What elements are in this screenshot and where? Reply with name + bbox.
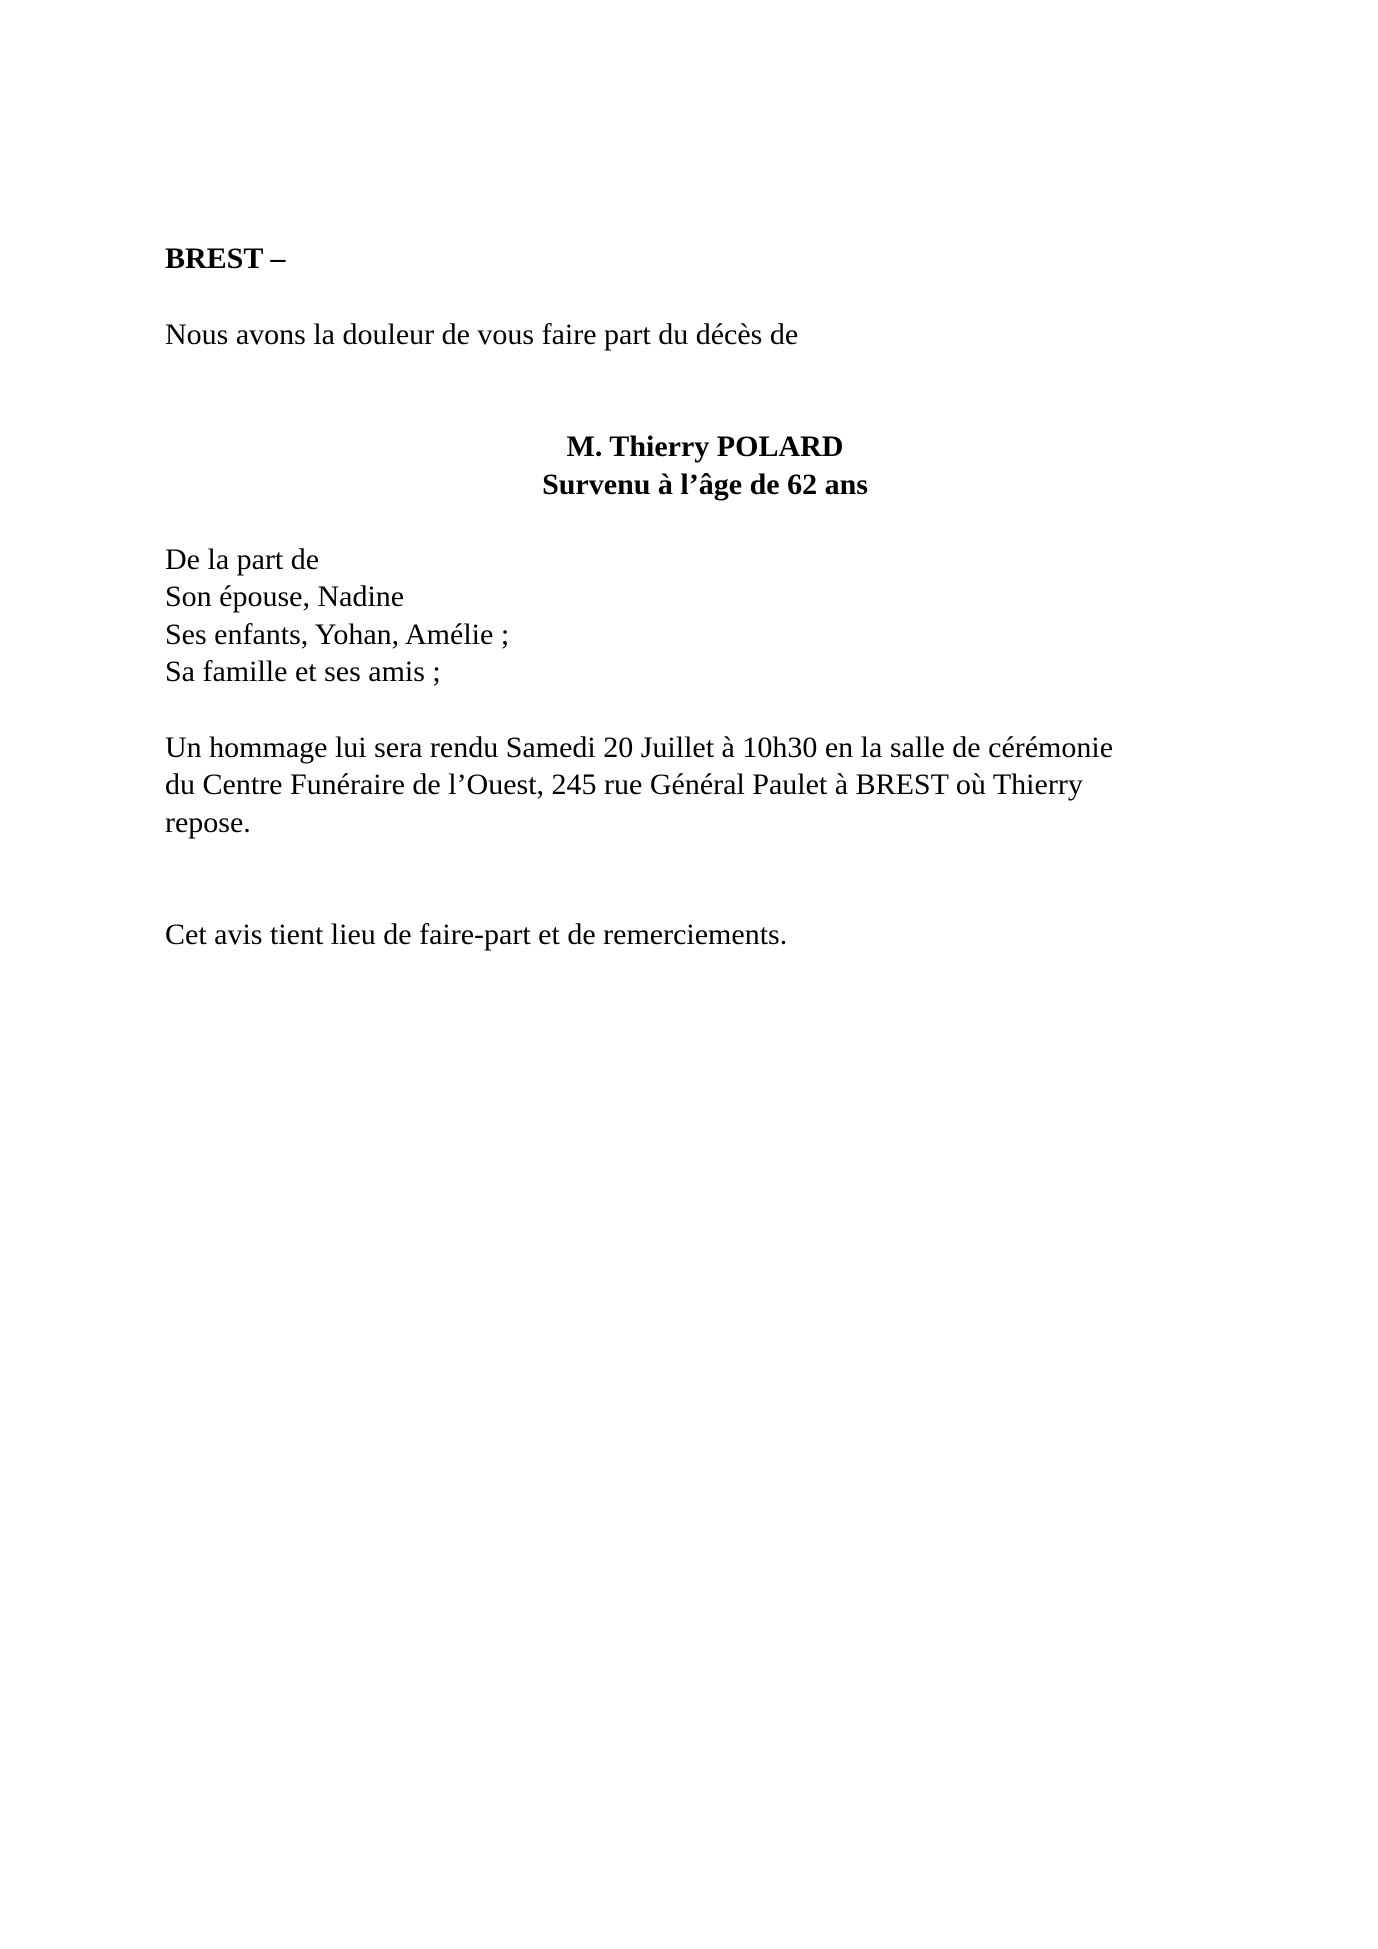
deceased-age-text: Survenu à l’âge de 62 ans xyxy=(542,468,868,501)
deceased-name xyxy=(0,428,1378,466)
deceased-age xyxy=(0,466,1378,504)
tribute-line-2: du Centre Funéraire de l’Ouest, 245 rue Général Paulet à BREST où Thierry xyxy=(165,768,1083,801)
from-line-family: Sa famille et ses amis ; xyxy=(165,655,441,688)
tribute-line-1: Un hommage lui sera rendu Samedi 20 Juillet à 10h30 en la salle de cérémonie xyxy=(165,731,1114,764)
from-line-spouse: Son épouse, Nadine xyxy=(165,580,405,613)
intro-line: Nous avons la douleur de vous faire part du décès de xyxy=(165,318,799,351)
deceased-name-text: M. Thierry POLARD xyxy=(566,430,844,463)
closing-line: Cet avis tient lieu de faire-part et de remerciements. xyxy=(165,918,788,951)
tribute-line-3: repose. xyxy=(165,806,251,839)
from-line-children: Ses enfants, Yohan, Amélie ; xyxy=(165,618,510,651)
location-heading: BREST – xyxy=(165,242,286,275)
from-label: De la part de xyxy=(165,543,320,576)
